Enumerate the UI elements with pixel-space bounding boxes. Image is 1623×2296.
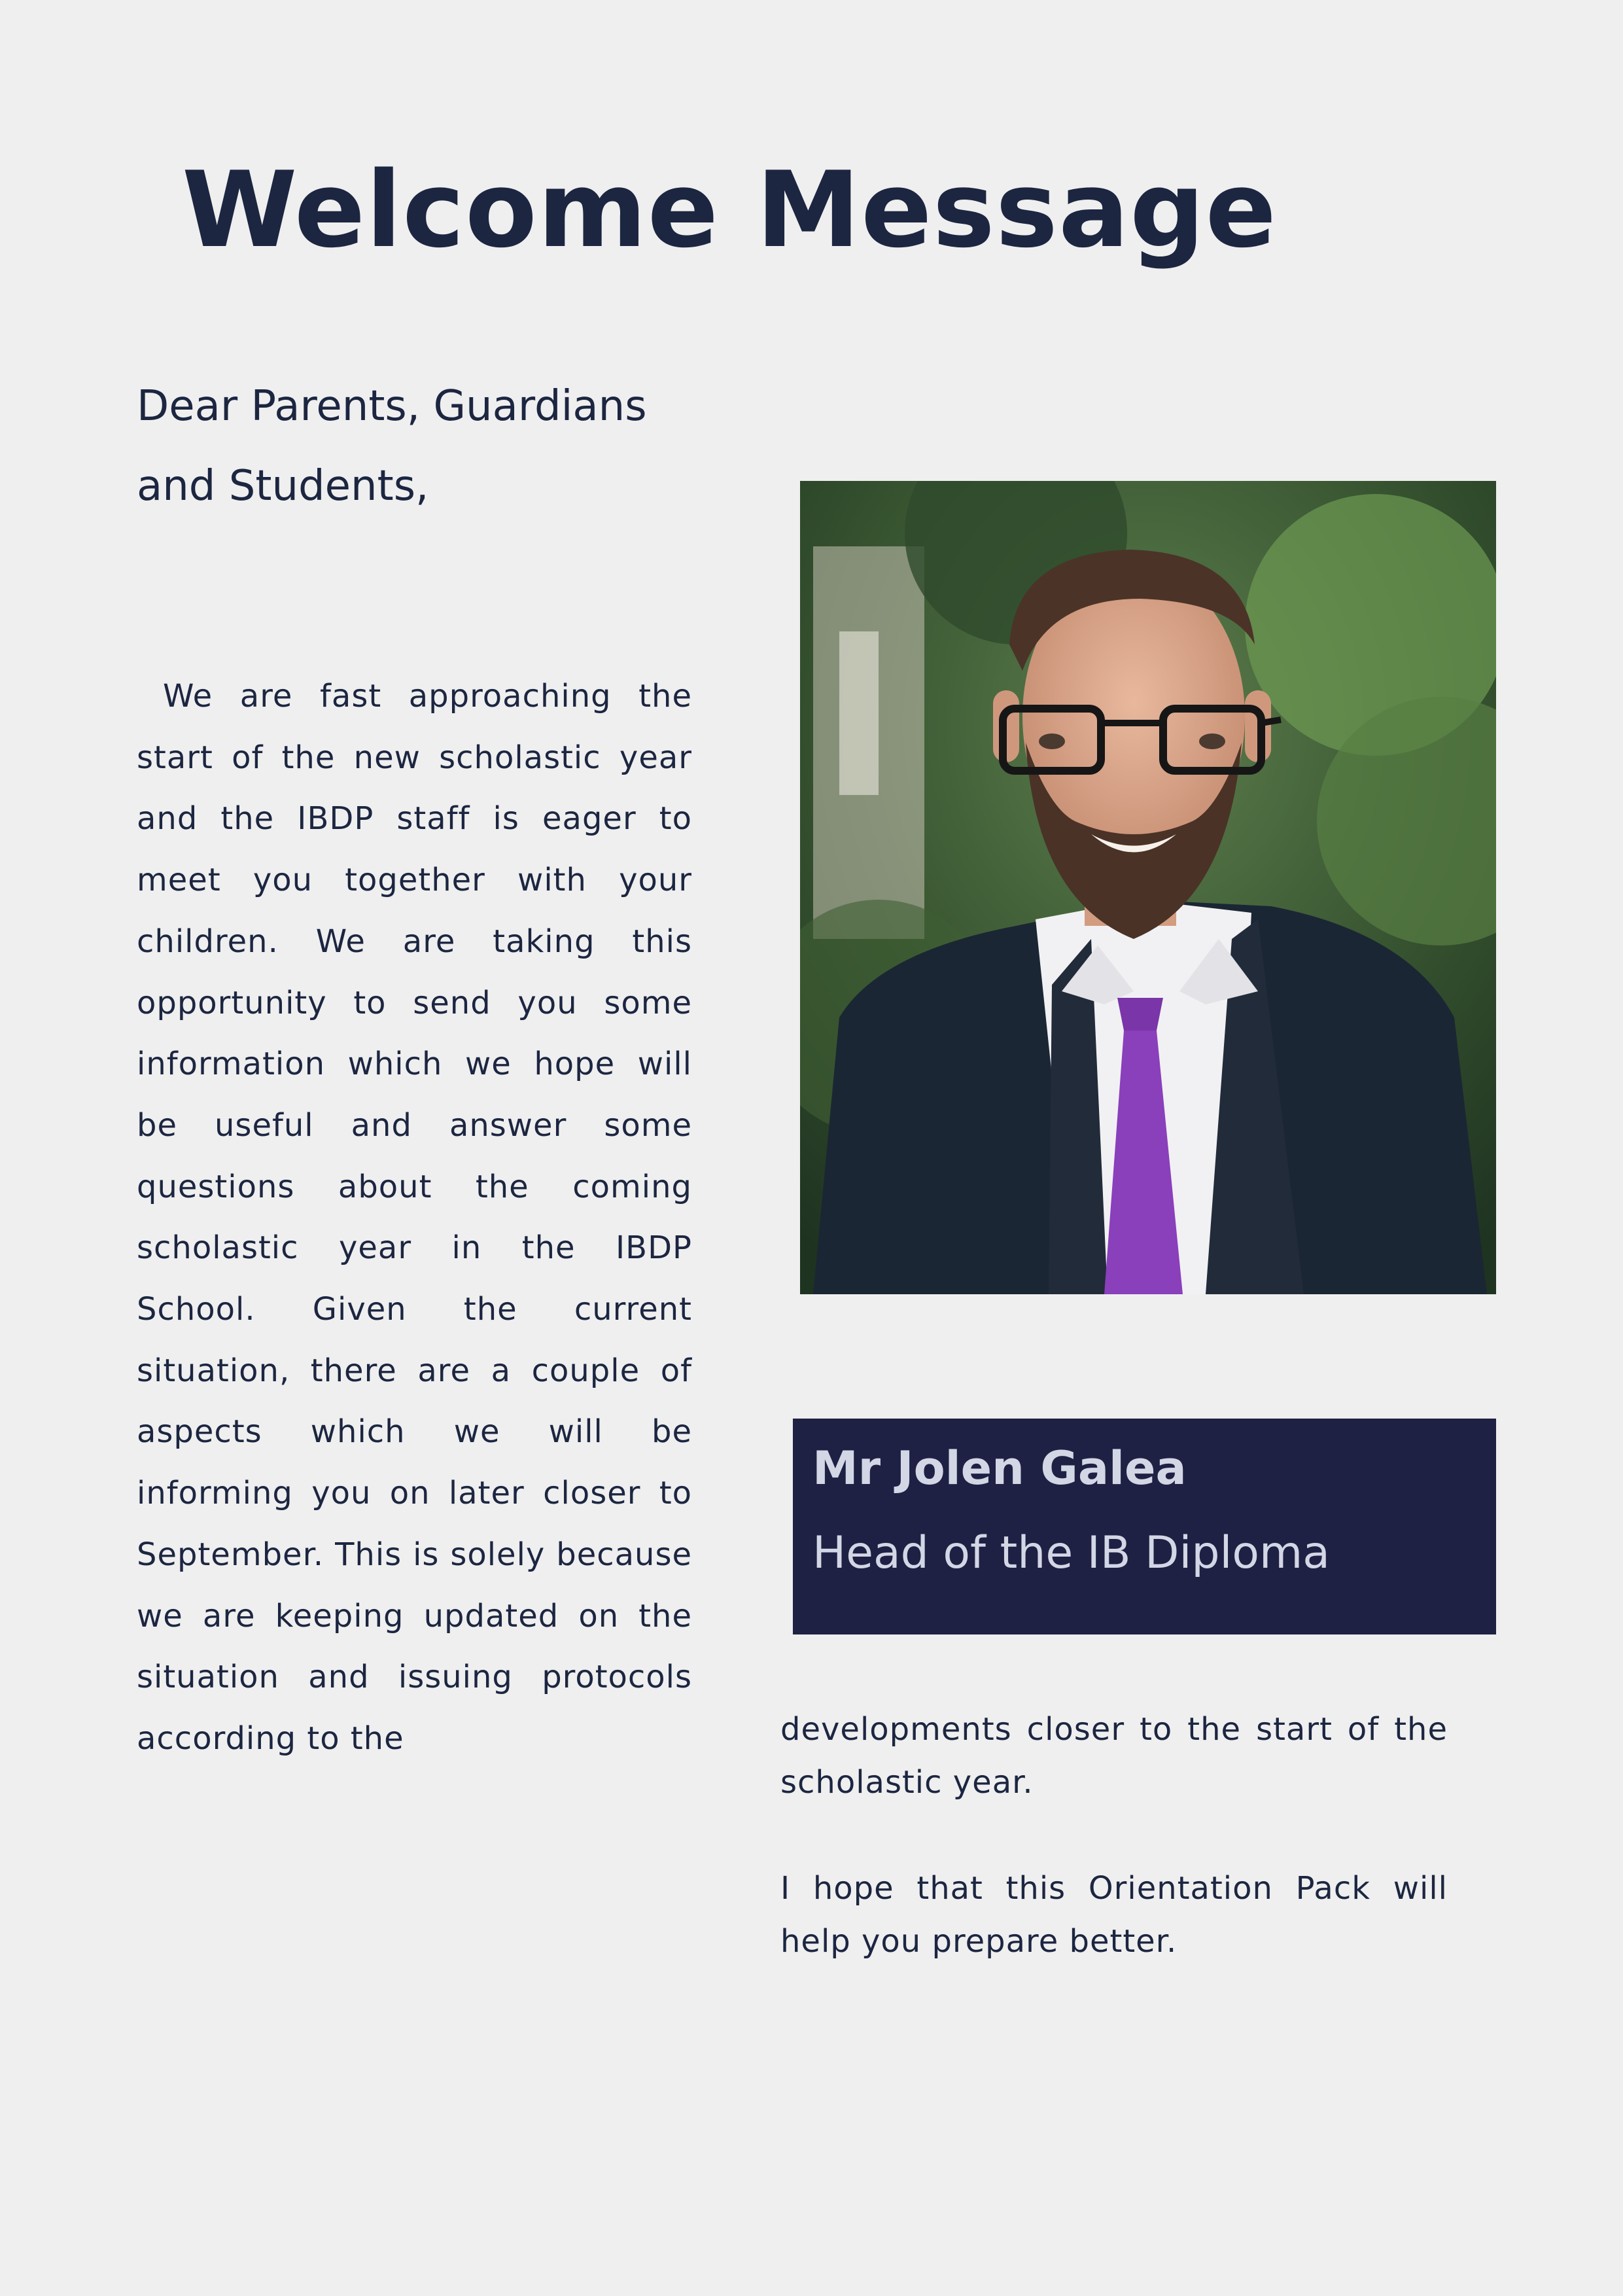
body-text-left: We are fast approaching the start of the new scholastic year and the IBDP staff is eager to meet you together with your children. We are taking this opportunity to send you some information which we hope will be useful and answer some questions about the coming scholastic year in the IBDP School. Given the current situation, there are a couple of aspects which we will be informing you on later closer to September. This is solely because we are keeping updated on the situation and issuing protocols according to the (137, 678, 692, 1757)
person-role: Head of the IB Diploma (812, 1527, 1330, 1579)
person-name: Mr Jolen Galea (812, 1441, 1187, 1495)
portrait-photo (800, 481, 1496, 1294)
body-text-left-column (137, 666, 692, 1770)
name-card (793, 1419, 1496, 1634)
body-text-right-paragraph-2: I hope that this Orientation Pack will help you prepare better. (780, 1870, 1448, 1960)
salutation: Dear Parents, Guardians and Students, (137, 382, 647, 510)
body-text-right-paragraph-1: developments closer to the start of the scholastic year. (780, 1711, 1448, 1801)
page-title: Welcome Message (182, 149, 1278, 271)
body-text-right-column (780, 1703, 1448, 1968)
